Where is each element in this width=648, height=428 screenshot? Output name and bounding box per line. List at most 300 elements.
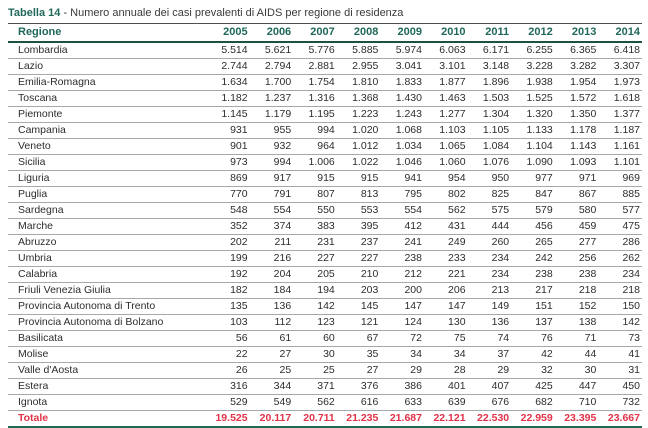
value-cell: 61 (250, 331, 294, 347)
value-cell: 3.148 (468, 59, 512, 75)
column-header-year: 2011 (468, 24, 512, 43)
value-cell: 1.833 (380, 75, 424, 91)
value-cell: 249 (424, 235, 468, 251)
value-cell: 203 (337, 283, 381, 299)
table-row (8, 395, 642, 411)
value-cell: 386 (380, 379, 424, 395)
value-cell: 575 (468, 203, 512, 219)
region-name-cell: Valle d'Aosta (8, 363, 206, 379)
value-cell: 3.228 (511, 59, 555, 75)
column-header-region: Regione (8, 24, 206, 43)
table-row (8, 251, 642, 267)
value-cell: 42 (511, 347, 555, 363)
value-cell: 813 (337, 187, 381, 203)
value-cell: 21.235 (337, 411, 381, 428)
value-cell: 147 (424, 299, 468, 315)
value-cell: 344 (250, 379, 294, 395)
value-cell: 205 (293, 267, 337, 283)
table-row (8, 171, 642, 187)
value-cell: 200 (380, 283, 424, 299)
value-cell: 869 (206, 171, 250, 187)
value-cell: 1.145 (206, 107, 250, 123)
value-cell: 234 (468, 251, 512, 267)
value-cell: 425 (511, 379, 555, 395)
value-cell: 3.041 (380, 59, 424, 75)
value-cell: 1.103 (424, 123, 468, 139)
value-cell: 121 (337, 315, 381, 331)
total-label-cell: Totale (8, 411, 206, 428)
value-cell: 217 (511, 283, 555, 299)
value-cell: 242 (511, 251, 555, 267)
value-cell: 130 (424, 315, 468, 331)
value-cell: 1.700 (250, 75, 294, 91)
value-cell: 580 (555, 203, 599, 219)
table-row (8, 267, 642, 283)
value-cell: 27 (250, 347, 294, 363)
value-cell: 1.090 (511, 155, 555, 171)
table-row (8, 283, 642, 299)
value-cell: 277 (555, 235, 599, 251)
value-cell: 286 (598, 235, 642, 251)
value-cell: 553 (337, 203, 381, 219)
value-cell: 450 (598, 379, 642, 395)
value-cell: 1.187 (598, 123, 642, 139)
value-cell: 616 (337, 395, 381, 411)
region-name-cell: Liguria (8, 171, 206, 187)
value-cell: 182 (206, 283, 250, 299)
value-cell: 1.572 (555, 91, 599, 107)
value-cell: 885 (598, 187, 642, 203)
value-cell: 23.395 (555, 411, 599, 428)
value-cell: 60 (293, 331, 337, 347)
value-cell: 802 (424, 187, 468, 203)
region-name-cell: Abruzzo (8, 235, 206, 251)
value-cell: 1.182 (206, 91, 250, 107)
value-cell: 6.063 (424, 42, 468, 59)
value-cell: 994 (293, 123, 337, 139)
value-cell: 1.034 (380, 139, 424, 155)
value-cell: 137 (511, 315, 555, 331)
value-cell: 977 (511, 171, 555, 187)
value-cell: 1.973 (598, 75, 642, 91)
value-cell: 770 (206, 187, 250, 203)
value-cell: 34 (424, 347, 468, 363)
table-row (8, 42, 642, 59)
region-name-cell: Calabria (8, 267, 206, 283)
value-cell: 1.084 (468, 139, 512, 155)
value-cell: 213 (468, 283, 512, 299)
value-cell: 25 (250, 363, 294, 379)
value-cell: 124 (380, 315, 424, 331)
region-name-cell: Toscana (8, 91, 206, 107)
value-cell: 6.418 (598, 42, 642, 59)
value-cell: 103 (206, 315, 250, 331)
value-cell: 6.365 (555, 42, 599, 59)
region-name-cell: Sicilia (8, 155, 206, 171)
table-row (8, 219, 642, 235)
value-cell: 1.178 (555, 123, 599, 139)
value-cell: 238 (511, 267, 555, 283)
value-cell: 412 (380, 219, 424, 235)
value-cell: 915 (293, 171, 337, 187)
value-cell: 955 (250, 123, 294, 139)
value-cell: 969 (598, 171, 642, 187)
value-cell: 1.223 (337, 107, 381, 123)
value-cell: 1.068 (380, 123, 424, 139)
table-row (8, 315, 642, 331)
value-cell: 376 (337, 379, 381, 395)
value-cell: 1.237 (250, 91, 294, 107)
value-cell: 67 (337, 331, 381, 347)
value-cell: 56 (206, 331, 250, 347)
table-row (8, 299, 642, 315)
value-cell: 825 (468, 187, 512, 203)
region-name-cell: Estera (8, 379, 206, 395)
value-cell: 2.881 (293, 59, 337, 75)
value-cell: 72 (380, 331, 424, 347)
value-cell: 5.885 (337, 42, 381, 59)
value-cell: 22.959 (511, 411, 555, 428)
header-row (8, 24, 642, 43)
value-cell: 550 (293, 203, 337, 219)
value-cell: 260 (468, 235, 512, 251)
column-header-year: 2005 (206, 24, 250, 43)
value-cell: 447 (555, 379, 599, 395)
value-cell: 3.101 (424, 59, 468, 75)
value-cell: 25 (293, 363, 337, 379)
value-cell: 1.143 (555, 139, 599, 155)
value-cell: 915 (337, 171, 381, 187)
value-cell: 1.618 (598, 91, 642, 107)
value-cell: 529 (206, 395, 250, 411)
value-cell: 1.430 (380, 91, 424, 107)
value-cell: 19.525 (206, 411, 250, 428)
value-cell: 194 (293, 283, 337, 299)
table-row (8, 331, 642, 347)
value-cell: 352 (206, 219, 250, 235)
value-cell: 73 (598, 331, 642, 347)
value-cell: 31 (598, 363, 642, 379)
value-cell: 444 (468, 219, 512, 235)
table-row (8, 187, 642, 203)
value-cell: 21.687 (380, 411, 424, 428)
value-cell: 22 (206, 347, 250, 363)
value-cell: 234 (598, 267, 642, 283)
value-cell: 5.974 (380, 42, 424, 59)
value-cell: 216 (250, 251, 294, 267)
value-cell: 136 (250, 299, 294, 315)
value-cell: 676 (468, 395, 512, 411)
value-cell: 917 (250, 171, 294, 187)
region-name-cell: Umbria (8, 251, 206, 267)
value-cell: 74 (468, 331, 512, 347)
value-cell: 950 (468, 171, 512, 187)
table-head (8, 24, 642, 43)
value-cell: 265 (511, 235, 555, 251)
value-cell: 1.954 (555, 75, 599, 91)
value-cell: 562 (293, 395, 337, 411)
value-cell: 1.012 (337, 139, 381, 155)
value-cell: 202 (206, 235, 250, 251)
value-cell: 954 (424, 171, 468, 187)
value-cell: 30 (555, 363, 599, 379)
region-name-cell: Molise (8, 347, 206, 363)
value-cell: 233 (424, 251, 468, 267)
table-row (8, 59, 642, 75)
value-cell: 1.316 (293, 91, 337, 107)
value-cell: 1.938 (511, 75, 555, 91)
column-header-year: 2010 (424, 24, 468, 43)
value-cell: 206 (424, 283, 468, 299)
value-cell: 5.776 (293, 42, 337, 59)
value-cell: 238 (555, 267, 599, 283)
value-cell: 210 (337, 267, 381, 283)
value-cell: 316 (206, 379, 250, 395)
value-cell: 234 (468, 267, 512, 283)
value-cell: 931 (206, 123, 250, 139)
value-cell: 212 (380, 267, 424, 283)
value-cell: 1.377 (598, 107, 642, 123)
value-cell: 75 (424, 331, 468, 347)
value-cell: 847 (511, 187, 555, 203)
value-cell: 407 (468, 379, 512, 395)
value-cell: 1.525 (511, 91, 555, 107)
value-cell: 145 (337, 299, 381, 315)
value-cell: 710 (555, 395, 599, 411)
value-cell: 1.304 (468, 107, 512, 123)
value-cell: 1.503 (468, 91, 512, 107)
value-cell: 732 (598, 395, 642, 411)
value-cell: 149 (468, 299, 512, 315)
region-name-cell: Friuli Venezia Giulia (8, 283, 206, 299)
value-cell: 35 (337, 347, 381, 363)
value-cell: 3.307 (598, 59, 642, 75)
table-row (8, 155, 642, 171)
value-cell: 1.179 (250, 107, 294, 123)
region-name-cell: Veneto (8, 139, 206, 155)
value-cell: 554 (380, 203, 424, 219)
value-cell: 1.020 (337, 123, 381, 139)
value-cell: 964 (293, 139, 337, 155)
region-name-cell: Provincia Autonoma di Bolzano (8, 315, 206, 331)
value-cell: 395 (337, 219, 381, 235)
value-cell: 41 (598, 347, 642, 363)
value-cell: 1.065 (424, 139, 468, 155)
value-cell: 218 (598, 283, 642, 299)
value-cell: 231 (293, 235, 337, 251)
value-cell: 2.794 (250, 59, 294, 75)
value-cell: 1.161 (598, 139, 642, 155)
value-cell: 973 (206, 155, 250, 171)
value-cell: 29 (380, 363, 424, 379)
value-cell: 237 (337, 235, 381, 251)
value-cell: 34 (380, 347, 424, 363)
value-cell: 971 (555, 171, 599, 187)
value-cell: 1.101 (598, 155, 642, 171)
value-cell: 221 (424, 267, 468, 283)
value-cell: 577 (598, 203, 642, 219)
value-cell: 1.076 (468, 155, 512, 171)
value-cell: 941 (380, 171, 424, 187)
value-cell: 371 (293, 379, 337, 395)
value-cell: 867 (555, 187, 599, 203)
value-cell: 22.530 (468, 411, 512, 428)
value-cell: 562 (424, 203, 468, 219)
value-cell: 151 (511, 299, 555, 315)
value-cell: 1.105 (468, 123, 512, 139)
value-cell: 1.006 (293, 155, 337, 171)
region-name-cell: Ignota (8, 395, 206, 411)
table-body (8, 42, 642, 427)
value-cell: 554 (250, 203, 294, 219)
value-cell: 383 (293, 219, 337, 235)
value-cell: 138 (555, 315, 599, 331)
region-name-cell: Piemonte (8, 107, 206, 123)
value-cell: 262 (598, 251, 642, 267)
value-cell: 1.463 (424, 91, 468, 107)
value-cell: 807 (293, 187, 337, 203)
region-name-cell: Lombardia (8, 42, 206, 59)
value-cell: 549 (250, 395, 294, 411)
value-cell: 1.243 (380, 107, 424, 123)
column-header-year: 2014 (598, 24, 642, 43)
column-header-year: 2013 (555, 24, 599, 43)
table-row (8, 347, 642, 363)
value-cell: 184 (250, 283, 294, 299)
table-title-text: - Numero annuale dei casi prevalenti di AIDS per regione di residenza (60, 7, 404, 19)
value-cell: 1.350 (555, 107, 599, 123)
table-row (8, 363, 642, 379)
value-cell: 147 (380, 299, 424, 315)
value-cell: 791 (250, 187, 294, 203)
value-cell: 204 (250, 267, 294, 283)
value-cell: 1.022 (337, 155, 381, 171)
region-name-cell: Basilicata (8, 331, 206, 347)
column-header-year: 2007 (293, 24, 337, 43)
value-cell: 37 (468, 347, 512, 363)
value-cell: 142 (293, 299, 337, 315)
column-header-year: 2012 (511, 24, 555, 43)
value-cell: 22.121 (424, 411, 468, 428)
value-cell: 795 (380, 187, 424, 203)
value-cell: 1.060 (424, 155, 468, 171)
value-cell: 142 (598, 315, 642, 331)
value-cell: 1.046 (380, 155, 424, 171)
value-cell: 1.104 (511, 139, 555, 155)
table-row (8, 107, 642, 123)
value-cell: 1.896 (468, 75, 512, 91)
value-cell: 218 (555, 283, 599, 299)
region-name-cell: Puglia (8, 187, 206, 203)
value-cell: 112 (250, 315, 294, 331)
value-cell: 639 (424, 395, 468, 411)
value-cell: 5.621 (250, 42, 294, 59)
value-cell: 192 (206, 267, 250, 283)
table-row (8, 123, 642, 139)
value-cell: 2.744 (206, 59, 250, 75)
value-cell: 1.810 (337, 75, 381, 91)
value-cell: 30 (293, 347, 337, 363)
value-cell: 20.117 (250, 411, 294, 428)
value-cell: 199 (206, 251, 250, 267)
value-cell: 1.634 (206, 75, 250, 91)
table-row (8, 139, 642, 155)
region-name-cell: Marche (8, 219, 206, 235)
region-name-cell: Sardegna (8, 203, 206, 219)
value-cell: 150 (598, 299, 642, 315)
value-cell: 28 (424, 363, 468, 379)
value-cell: 901 (206, 139, 250, 155)
value-cell: 682 (511, 395, 555, 411)
value-cell: 20.711 (293, 411, 337, 428)
column-header-year: 2006 (250, 24, 294, 43)
value-cell: 76 (511, 331, 555, 347)
value-cell: 2.955 (337, 59, 381, 75)
value-cell: 633 (380, 395, 424, 411)
value-cell: 1.754 (293, 75, 337, 91)
value-cell: 238 (380, 251, 424, 267)
value-cell: 431 (424, 219, 468, 235)
table-row (8, 91, 642, 107)
table-title (8, 6, 642, 20)
value-cell: 374 (250, 219, 294, 235)
value-cell: 123 (293, 315, 337, 331)
value-cell: 475 (598, 219, 642, 235)
value-cell: 401 (424, 379, 468, 395)
value-cell: 1.133 (511, 123, 555, 139)
value-cell: 71 (555, 331, 599, 347)
value-cell: 256 (555, 251, 599, 267)
value-cell: 227 (337, 251, 381, 267)
value-cell: 1.093 (555, 155, 599, 171)
value-cell: 459 (555, 219, 599, 235)
value-cell: 241 (380, 235, 424, 251)
region-name-cell: Campania (8, 123, 206, 139)
value-cell: 29 (468, 363, 512, 379)
value-cell: 6.255 (511, 42, 555, 59)
table-row (8, 203, 642, 219)
value-cell: 32 (511, 363, 555, 379)
value-cell: 1.320 (511, 107, 555, 123)
value-cell: 1.277 (424, 107, 468, 123)
value-cell: 6.171 (468, 42, 512, 59)
column-header-year: 2009 (380, 24, 424, 43)
total-row (8, 411, 642, 428)
value-cell: 135 (206, 299, 250, 315)
value-cell: 211 (250, 235, 294, 251)
region-name-cell: Lazio (8, 59, 206, 75)
table-row (8, 235, 642, 251)
value-cell: 548 (206, 203, 250, 219)
value-cell: 23.667 (598, 411, 642, 428)
value-cell: 579 (511, 203, 555, 219)
region-name-cell: Provincia Autonoma di Trento (8, 299, 206, 315)
aids-prevalent-cases-table (8, 23, 642, 428)
value-cell: 932 (250, 139, 294, 155)
table-row (8, 75, 642, 91)
table-row (8, 379, 642, 395)
value-cell: 3.282 (555, 59, 599, 75)
value-cell: 26 (206, 363, 250, 379)
value-cell: 1.195 (293, 107, 337, 123)
table-number-label: Tabella 14 (8, 7, 61, 19)
value-cell: 5.514 (206, 42, 250, 59)
value-cell: 136 (468, 315, 512, 331)
value-cell: 44 (555, 347, 599, 363)
value-cell: 27 (337, 363, 381, 379)
region-name-cell: Emilia-Romagna (8, 75, 206, 91)
value-cell: 1.368 (337, 91, 381, 107)
